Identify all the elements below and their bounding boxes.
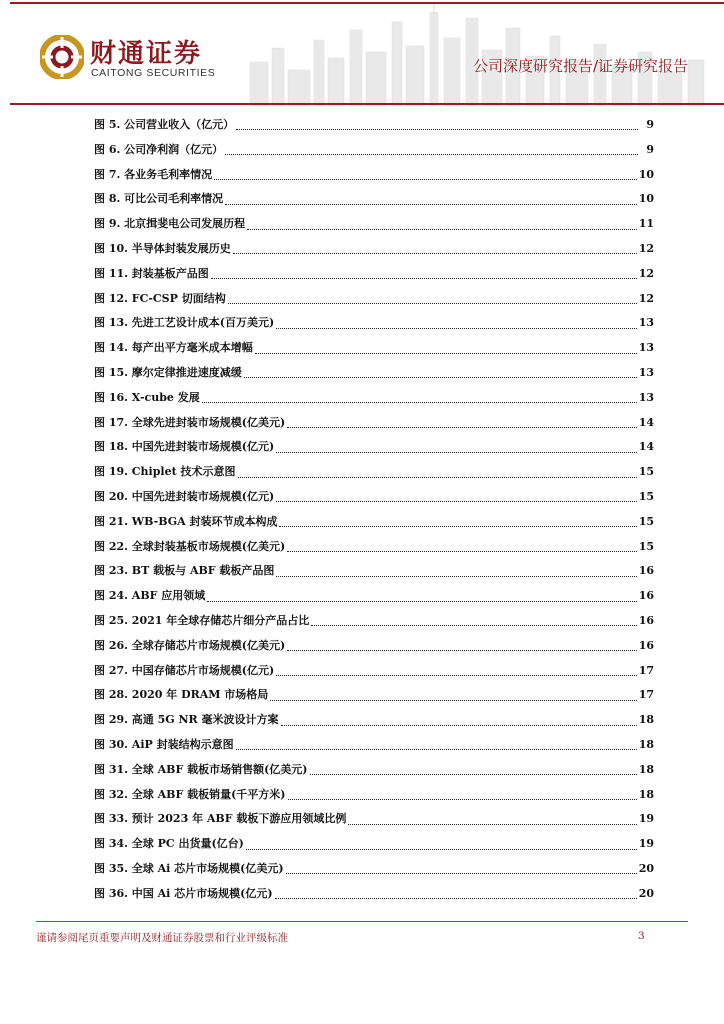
toc-entry-label: 图 35. 全球 Ai 芯片市场规模(亿美元) [94,861,284,875]
toc-entry[interactable] [94,659,654,684]
report-type-label: 公司深度研究报告/证券研究报告 [472,57,688,75]
toc-entry-page: 15 [638,465,654,479]
toc-entry[interactable] [94,783,654,808]
toc-leader-dots [276,327,636,329]
toc-entry[interactable] [94,187,654,212]
toc-leader-dots [236,748,637,750]
toc-entry-label: 图 23. BT 载板与 ABF 载板产品图 [94,564,275,578]
toc-entry-label: 图 36. 中国 Ai 芯片市场规模(亿元) [94,886,273,900]
toc-entry-page: 13 [638,316,654,330]
toc-leader-dots [279,525,636,527]
toc-leader-dots [247,228,637,230]
toc-entry-label: 图 11. 封装基板产品图 [94,266,209,280]
toc-entry-label: 图 24. ABF 应用领域 [94,589,206,603]
toc-entry[interactable] [94,634,654,659]
toc-leader-dots [238,476,637,478]
toc-leader-dots [246,848,637,850]
toc-entry-page: 9 [646,118,654,131]
toc-entry-label: 图 16. X-cube 发展 [94,390,200,404]
toc-entry[interactable] [94,733,654,758]
toc-leader-dots [287,550,636,552]
toc-entry-label: 图 7. 各业务毛利率情况 [94,167,213,181]
toc-entry-label: 图 8. 可比公司毛利率情况 [94,192,224,206]
toc-entry-label: 图 12. FC-CSP 切面结构 [94,291,226,305]
brand-name-en: CAITONG SECURITIES [91,67,216,79]
toc-entry-page: 14 [638,415,654,429]
toc-entry-page: 12 [638,291,654,305]
toc-entry-page: 9 [646,142,654,156]
toc-entry[interactable] [94,287,654,312]
toc-entry[interactable] [94,336,654,361]
toc-entry-label: 图 14. 每产出平方毫米成本增幅 [94,341,253,355]
toc-entry-label: 图 28. 2020 年 DRAM 市场格局 [94,688,269,702]
toc-entry-page: 20 [638,886,654,900]
toc-leader-dots [275,897,637,899]
toc-entry[interactable] [94,708,654,733]
toc-entry-page: 18 [638,713,654,727]
toc-entry-label: 图 18. 中国先进封装市场规模(亿元) [94,440,275,454]
footer-disclaimer: 谨请参阅尾页重要声明及财通证券股票和行业评级标准 [36,932,288,944]
toc-entry-label: 图 21. WB-BGA 封装环节成本构成 [94,514,278,528]
toc-entry[interactable] [94,559,654,584]
toc-entry-page: 13 [638,341,654,355]
toc-entry[interactable] [94,584,654,609]
toc-entry-page: 10 [638,167,654,181]
toc-entry-page: 16 [638,589,654,603]
toc-entry-page: 11 [638,217,654,231]
toc-entry-label: 图 34. 全球 PC 出货量(亿台) [94,837,244,851]
toc-entry[interactable] [94,361,654,386]
toc-entry-label: 图 30. AiP 封装结构示意图 [94,737,234,751]
toc-leader-dots [287,426,636,428]
toc-leader-dots [236,128,638,130]
toc-leader-dots [225,203,637,205]
toc-leader-dots [276,674,636,676]
figure-table-of-contents [94,113,654,907]
toc-entry-label: 图 33. 预计 2023 年 ABF 载板下游应用领域比例 [94,812,347,826]
toc-leader-dots [286,872,637,874]
toc-entry[interactable] [94,485,654,510]
toc-entry[interactable] [94,163,654,188]
toc-entry[interactable] [94,758,654,783]
toc-leader-dots [255,352,637,354]
toc-leader-dots [228,302,637,304]
toc-entry-label: 图 15. 摩尔定律推进速度减缓 [94,365,242,379]
toc-entry[interactable] [94,138,654,163]
toc-entry-label: 图 9. 北京揖斐电公司发展历程 [94,217,246,231]
toc-entry-page: 12 [638,266,654,280]
toc-leader-dots [211,277,637,279]
toc-leader-dots [207,600,636,602]
toc-entry[interactable] [94,435,654,460]
toc-leader-dots [348,823,636,825]
toc-entry-label: 图 17. 全球先进封装市场规模(亿美元) [94,415,286,429]
toc-entry-page: 16 [638,564,654,578]
toc-leader-dots [202,401,637,403]
toc-entry-page: 10 [638,192,654,206]
toc-entry[interactable] [94,857,654,882]
toc-entry-label: 图 32. 全球 ABF 载板销量(千平方米) [94,787,286,801]
toc-leader-dots [281,724,637,726]
toc-entry[interactable] [94,609,654,634]
toc-entry[interactable] [94,311,654,336]
toc-leader-dots [310,773,637,775]
toc-entry-page: 13 [638,365,654,379]
toc-entry-label: 图 26. 全球存储芯片市场规模(亿美元) [94,638,286,652]
toc-leader-dots [244,376,637,378]
toc-leader-dots [233,252,637,254]
toc-entry-page: 17 [638,663,654,677]
toc-entry-page: 14 [638,440,654,454]
toc-entry[interactable] [94,832,654,857]
toc-entry-page: 16 [638,613,654,627]
toc-entry[interactable] [94,535,654,560]
toc-entry-page: 12 [638,241,654,255]
toc-entry-page: 18 [638,737,654,751]
toc-entry[interactable] [94,460,654,485]
toc-leader-dots [225,153,638,155]
toc-entry[interactable] [94,262,654,287]
toc-entry[interactable] [94,510,654,535]
toc-entry[interactable] [94,882,654,907]
toc-leader-dots [276,500,636,502]
toc-leader-dots [276,575,636,577]
toc-entry-page: 17 [638,688,654,702]
toc-entry-page: 20 [638,861,654,875]
toc-entry-label: 图 6. 公司净利润（亿元） [94,142,224,156]
toc-entry-label: 图 29. 高通 5G NR 毫米波设计方案 [94,713,279,727]
toc-entry-label: 图 31. 全球 ABF 载板市场销售额(亿美元) [94,762,308,776]
footer-rule [36,921,688,922]
brand-name-cn: 财通证券 [90,39,203,69]
toc-entry[interactable] [94,807,654,832]
toc-entry-page: 15 [638,514,654,528]
toc-leader-dots [311,624,636,626]
toc-entry-page: 13 [638,390,654,404]
caitong-logo-icon [40,35,84,79]
toc-entry-page: 19 [638,812,654,826]
toc-entry[interactable] [94,683,654,708]
toc-entry[interactable] [94,237,654,262]
toc-leader-dots [287,649,636,651]
toc-entry[interactable] [94,386,654,411]
report-header [0,0,724,106]
toc-entry-label: 图 22. 全球封装基板市场规模(亿美元) [94,539,286,553]
toc-leader-dots [276,451,636,453]
toc-entry-label: 图 13. 先进工艺设计成本(百万美元) [94,316,275,330]
toc-entry-page: 19 [638,837,654,851]
toc-entry[interactable] [94,411,654,436]
toc-entry-label: 图 19. Chiplet 技术示意图 [94,465,236,479]
toc-entry-page: 18 [638,787,654,801]
toc-entry-label: 图 25. 2021 年全球存储芯片细分产品占比 [94,613,310,627]
toc-entry-page: 16 [638,638,654,652]
toc-entry[interactable] [94,212,654,237]
toc-leader-dots [288,798,637,800]
toc-entry-label: 图 20. 中国先进封装市场规模(亿元) [94,489,275,503]
toc-entry-page: 18 [638,762,654,776]
toc-entry-page: 15 [638,489,654,503]
toc-entry-page: 15 [638,539,654,553]
header-bottom-rule [10,103,724,105]
toc-entry-label: 图 27. 中国存储芯片市场规模(亿元) [94,663,275,677]
toc-entry-label: 图 10. 半导体封装发展历史 [94,241,231,255]
toc-leader-dots [214,178,637,180]
page-number: 3 [638,930,645,942]
toc-leader-dots [270,699,636,701]
toc-entry-label: 图 5. 公司营业收入（亿元） [94,118,235,131]
toc-entry[interactable] [94,113,654,138]
